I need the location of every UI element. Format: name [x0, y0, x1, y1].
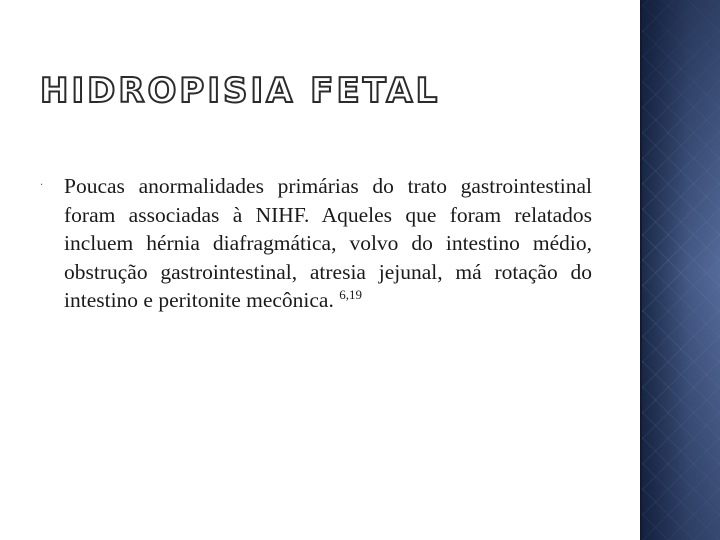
bullet-item [40, 172, 592, 315]
bullet-list [40, 172, 592, 315]
bullet-marker: ‧ [40, 180, 44, 191]
bullet-text: Poucas anormalidades primárias do trato gastrointestinal foram associadas à NIHF. Aqueles que foram relatados incluem hérnia diafragmática, volvo do intestino médio, obstrução gastrointestinal, atresia jejunal, má rotação do intestino e peritonite mecônica. [64, 174, 592, 312]
decorative-side-panel [640, 0, 720, 540]
slide-title: HIDROPISIA FETAL [40, 71, 441, 111]
citation-superscript: 6,19 [339, 286, 362, 302]
bullet-text-block [64, 172, 592, 315]
